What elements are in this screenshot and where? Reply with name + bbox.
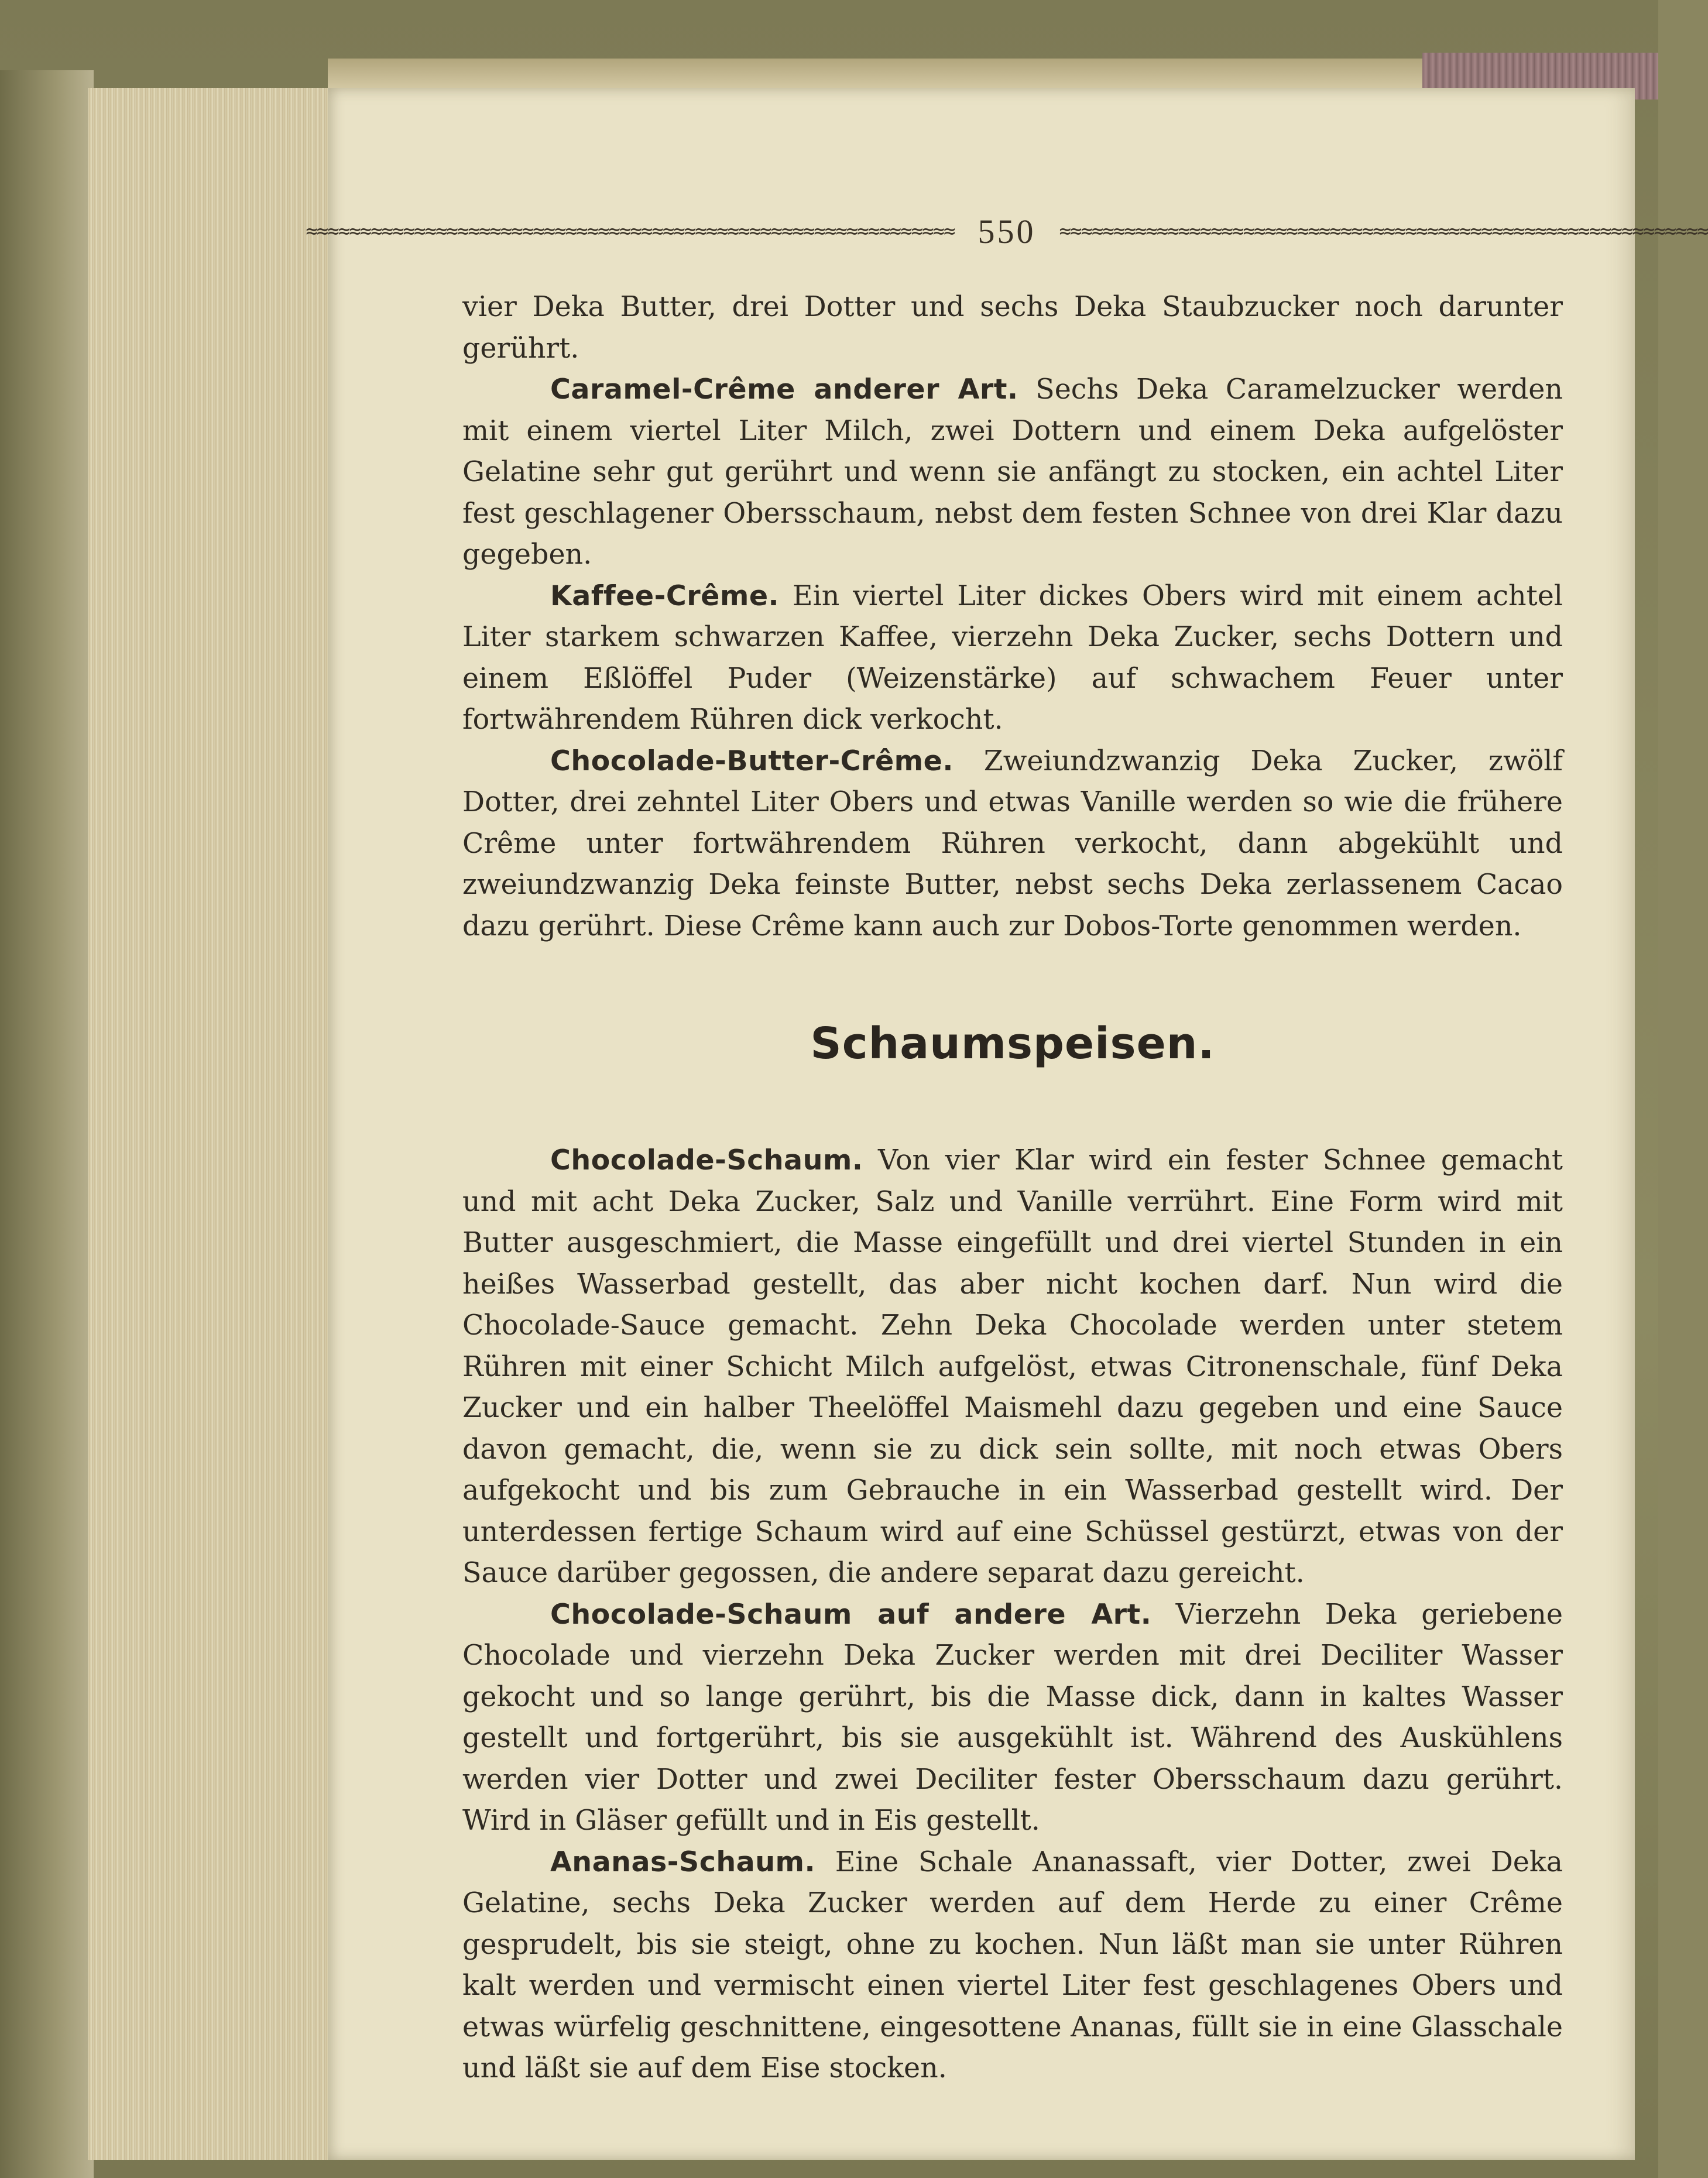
- header-ornament-right: ≈≈≈≈≈≈≈≈≈≈≈≈≈≈≈≈≈≈≈≈≈≈≈≈≈≈≈≈≈≈≈≈≈≈≈≈≈≈≈≈≈≈≈≈≈≈≈≈≈≈≈≈≈≈≈≈≈≈≈≈: [1059, 219, 1708, 243]
- recipe-text: Von vier Klar wird ein fester Schnee gemacht und mit acht Deka Zucker, Salz und Vanille verrührt. Eine Form wird mit Butter ausgeschmiert, die Masse eingefüllt und drei viertel Stunden in ein heißes Wasserbad gestellt, das aber nicht kochen darf. Nun wird die Chocolade-Sauce gemacht. Zehn Deka Chocolade werden unter stetem Rühren mit einer Schicht Milch aufgelöst, etwas Citronenschale, fünf Deka Zucker und ein halber Theelöffel Maismehl dazu gegeben und eine Sauce davon gemacht, die, wenn sie zu dick sein sollte, mit noch etwas Obers aufgekocht und bis zum Gebrauche in ein Wasserbad gestellt wird. Der unterdessen fertige Schaum wird auf eine Schüssel gestürzt, etwas von der Sauce darüber gegossen, die andere separat dazu gereicht.: [462, 1144, 1563, 1589]
- recipe-chocolade-schaum-andere: [462, 1594, 1563, 1842]
- recipe-title: Ananas-Schaum.: [550, 1846, 816, 1878]
- continuation-paragraph: vier Deka Butter, drei Dotter und sechs Deka Staubzucker noch darunter gerührt.: [462, 291, 1563, 365]
- recipe-text: Vierzehn Deka geriebene Chocolade und vierzehn Deka Zucker werden mit drei Deciliter Wasser gekocht und so lange gerührt, bis die Masse dick, dann in kaltes Wasser gestellt und fortgerührt, bis sie ausgekühlt ist. Während des Auskühlens werden vier Dotter und zwei Deciliter fester Oberssсhaum dazu gerührt. Wird in Gläser gefüllt und in Eis gestellt.: [462, 1598, 1563, 1837]
- page-edges: [88, 88, 335, 2160]
- recipe-title: Chocolade-Schaum.: [550, 1144, 863, 1177]
- recipe-chocolade-butter-creme: [462, 741, 1563, 948]
- section-heading: Schaumspeisen.: [810, 1018, 1215, 1069]
- header-ornament-left: ≈≈≈≈≈≈≈≈≈≈≈≈≈≈≈≈≈≈≈≈≈≈≈≈≈≈≈≈≈≈≈≈≈≈≈≈≈≈≈≈≈≈≈≈≈≈≈≈≈≈≈≈≈≈≈≈≈≈≈≈: [306, 219, 955, 243]
- recipe-text: Ein viertel Liter dickes Obers wird mit einem achtel Liter starkem schwarzen Kaffee, vierzehn Deka Zucker, sechs Dottern und einem Eßlöffel Puder (Weizenstärke) auf schwachem Feuer unter fortwährendem Rühren dick verkocht.: [462, 579, 1563, 736]
- book-page: [306, 88, 1708, 2160]
- page-header: [306, 212, 1708, 251]
- recipe-ananas-schaum: [462, 1842, 1563, 2090]
- recipe-caramel-creme: [462, 369, 1563, 576]
- recipe-title: Caramel-Crême anderer Art.: [550, 373, 1018, 406]
- book-spine: [0, 70, 94, 2178]
- recipe-chocolade-schaum: [462, 1140, 1563, 1594]
- page-number: 550: [978, 212, 1036, 251]
- recipe-title: Chocolade-Butter-Crême.: [550, 745, 954, 777]
- recipe-text: Eine Schale Ananassaft, vier Dotter, zwei Deka Gelatine, sechs Deka Zucker werden auf dem Herde zu einer Crême gesprudelt, bis sie steigt, ohne zu kochen. Nun läßt man sie unter Rühren kalt werden und vermischt einen viertel Liter fest geschlagenes Obers und etwas würfelig geschnittene, eingesottene Ananas, füllt sie in eine Glasschale und läßt sie auf dem Eise stocken.: [462, 1846, 1563, 2084]
- recipe-text: Zweiundzwanzig Deka Zucker, zwölf Dotter, drei zehntel Liter Obers und etwas Vanille werden so wie die frühere Crême unter fortwährendem Rühren verkocht, dann abgekühlt und zweiundzwanzig Deka feinste Butter, nebst sechs Deka zerlassenem Cacao dazu gerührt. Diese Crême kann auch zur Dobos-Torte genommen werden.: [462, 745, 1563, 942]
- recipe-title: Chocolade-Schaum auf andere Art.: [550, 1598, 1152, 1631]
- recipe-text: Sechs Deka Caramelzucker werden mit einem viertel Liter Milch, zwei Dottern und einem Deka aufgelöster Gelatine sehr gut gerührt und wenn sie anfängt zu stocken, ein achtel Liter fest geschlagener Oberssсhaum, nebst dem festen Schnee von drei Klar dazu gegeben.: [462, 373, 1563, 571]
- recipe-title: Kaffee-Crême.: [550, 579, 780, 612]
- recipe-kaffee-creme: [462, 576, 1563, 741]
- page-body: [462, 287, 1563, 2090]
